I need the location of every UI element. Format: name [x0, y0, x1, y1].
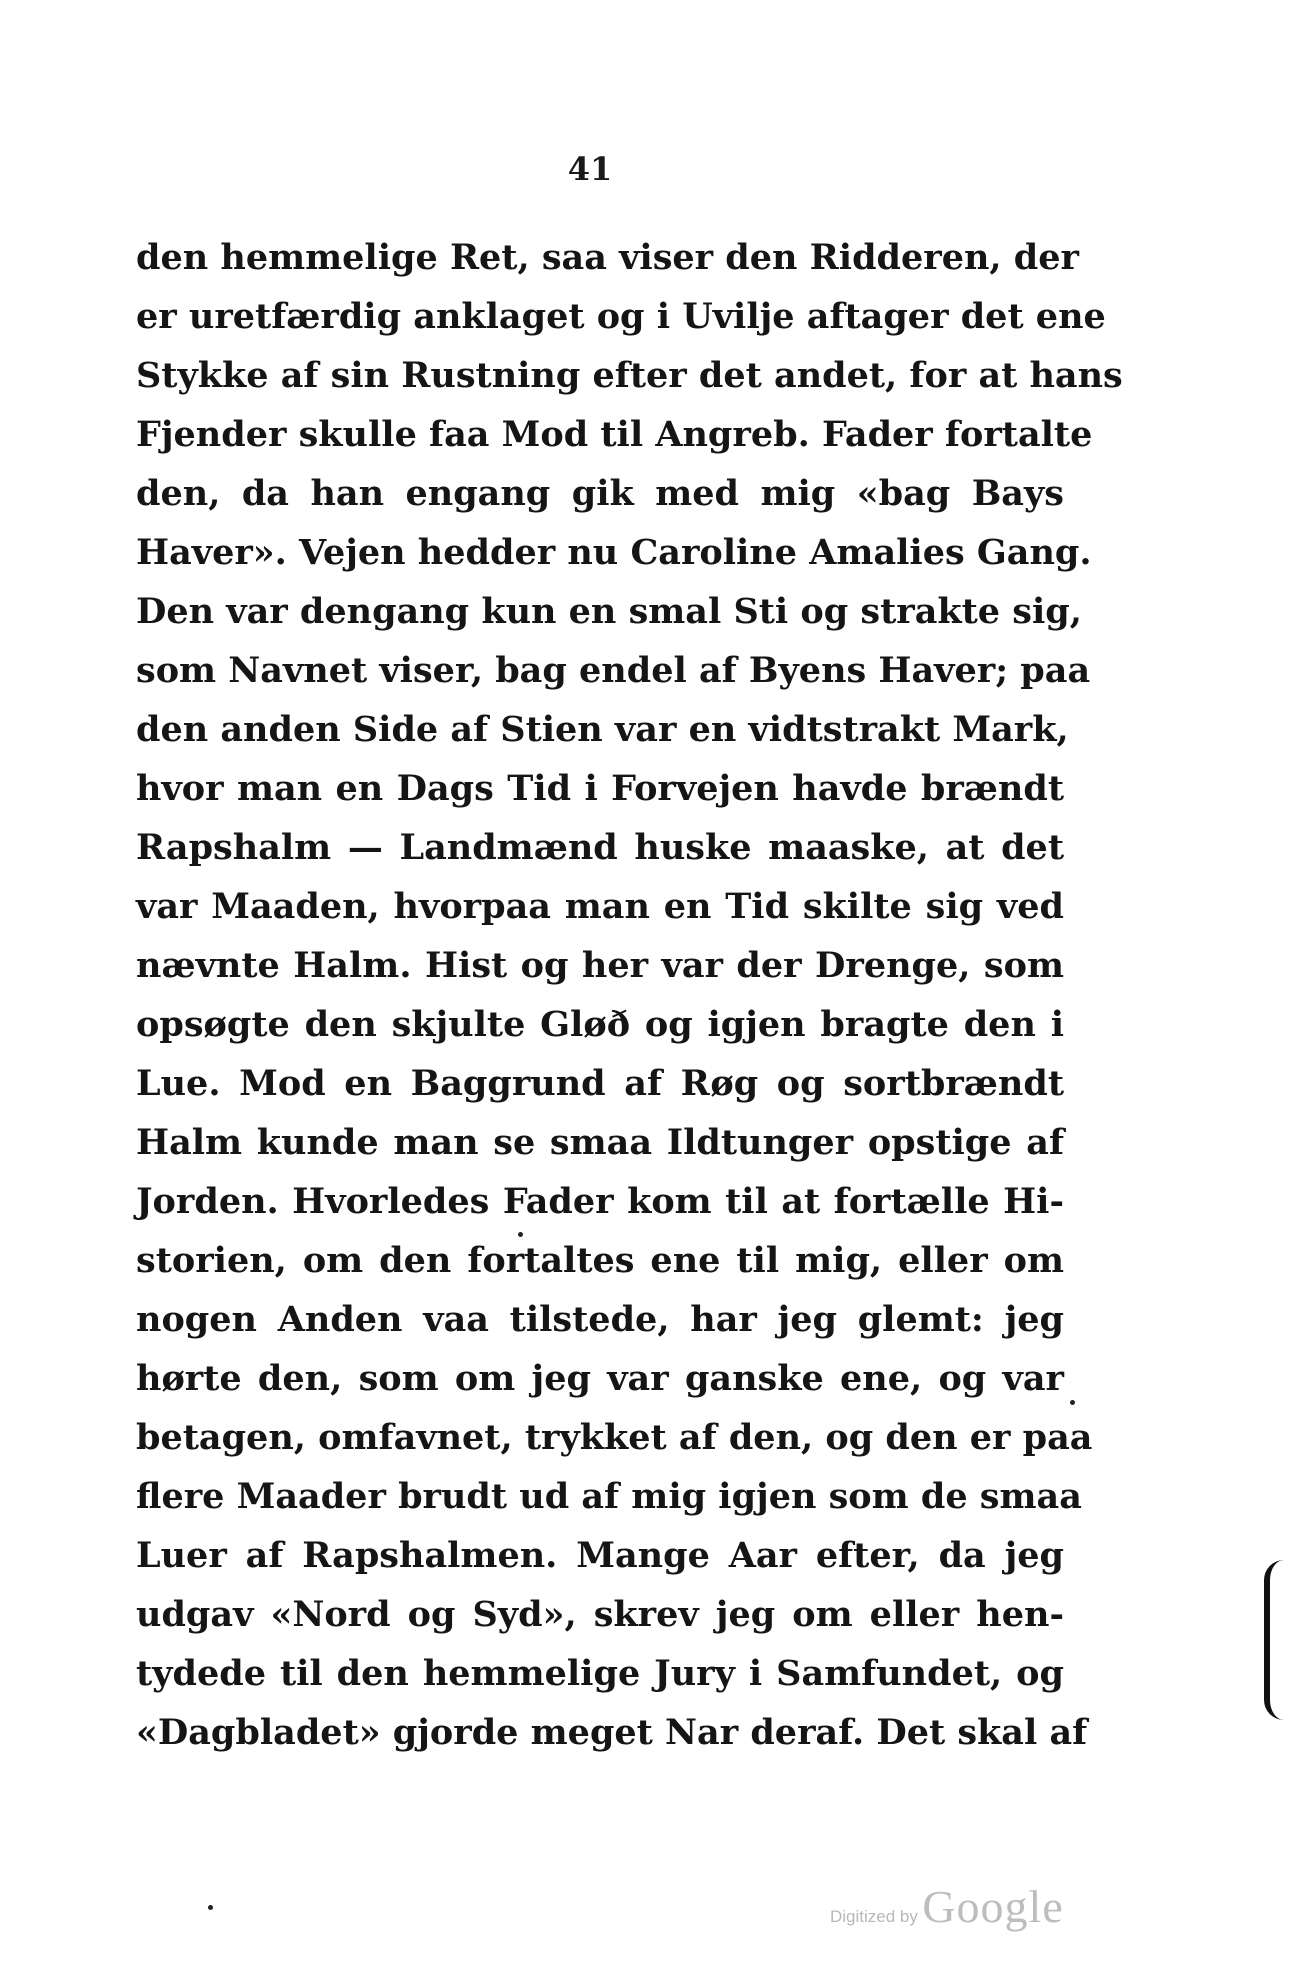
text-line: Luer af Rapshalmen. Mange Aar efter, da jeg — [136, 1535, 1064, 1576]
text-line: opsøgte den skjulte Gløð og igjen bragte den i — [136, 1004, 1064, 1045]
text-line: betagen, omfavnet, trykket af den, og den er paa — [136, 1417, 1093, 1458]
text-line: hørte den, som om jeg var ganske ene, og var — [136, 1358, 1064, 1399]
text-line: er uretfærdig anklaget og i Uvilje aftager det ene — [136, 296, 1106, 337]
text-line: den, da han engang gik med mig «bag Bays — [136, 473, 1064, 514]
text-line: nogen Anden vaa tilstede, har jeg glemt: jeg — [136, 1299, 1064, 1340]
scan-speck — [1070, 1400, 1075, 1405]
page-number: 41 — [567, 150, 613, 188]
text-line: tydede til den hemmelige Jury i Samfundet, og — [136, 1653, 1064, 1694]
text-line: «Dagbladet» gjorde meget Nar deraf. Det skal af — [136, 1712, 1088, 1753]
text-line: Den var dengang kun en smal Sti og strakte sig, — [136, 591, 1082, 632]
text-line: som Navnet viser, bag endel af Byens Haver; paa — [136, 650, 1091, 691]
google-wordmark: Google — [922, 1881, 1064, 1932]
scan-speck — [518, 1232, 523, 1237]
text-line: Halm kunde man se smaa Ildtunger opstige af — [136, 1122, 1064, 1163]
text-line: hvor man en Dags Tid i Forvejen havde brændt — [136, 768, 1064, 809]
digitized-by-google-watermark — [830, 1880, 1064, 1933]
text-line: Jorden. Hvorledes Fader kom til at fortælle Hi- — [136, 1181, 1064, 1222]
text-line: den anden Side af Stien var en vidtstrakt Mark, — [136, 709, 1069, 750]
text-line: Stykke af sin Rustning efter det andet, for at hans — [136, 355, 1123, 396]
watermark-prefix: Digitized by — [830, 1907, 918, 1926]
text-line: flere Maader brudt ud af mig igjen som de smaa — [136, 1476, 1082, 1517]
scan-edge-mark — [1264, 1560, 1284, 1720]
text-line: Lue. Mod en Baggrund af Røg og sortbrændt — [136, 1063, 1064, 1104]
text-line: var Maaden, hvorpaa man en Tid skilte sig ved — [136, 886, 1064, 927]
text-line: den hemmelige Ret, saa viser den Ridderen, der — [136, 237, 1079, 278]
page-body-text — [136, 228, 1123, 1762]
text-line: Fjender skulle faa Mod til Angreb. Fader fortalte — [136, 414, 1093, 455]
scan-speck — [208, 1905, 213, 1910]
text-line: udgav «Nord og Syd», skrev jeg om eller hen- — [136, 1594, 1064, 1635]
text-line: Rapshalm — Landmænd huske maaske, at det — [136, 827, 1064, 868]
text-line: storien, om den fortaltes ene til mig, eller om — [136, 1240, 1064, 1281]
text-line: Haver». Vejen hedder nu Caroline Amalies Gang. — [136, 532, 1092, 573]
text-line: nævnte Halm. Hist og her var der Drenge, som — [136, 945, 1064, 986]
